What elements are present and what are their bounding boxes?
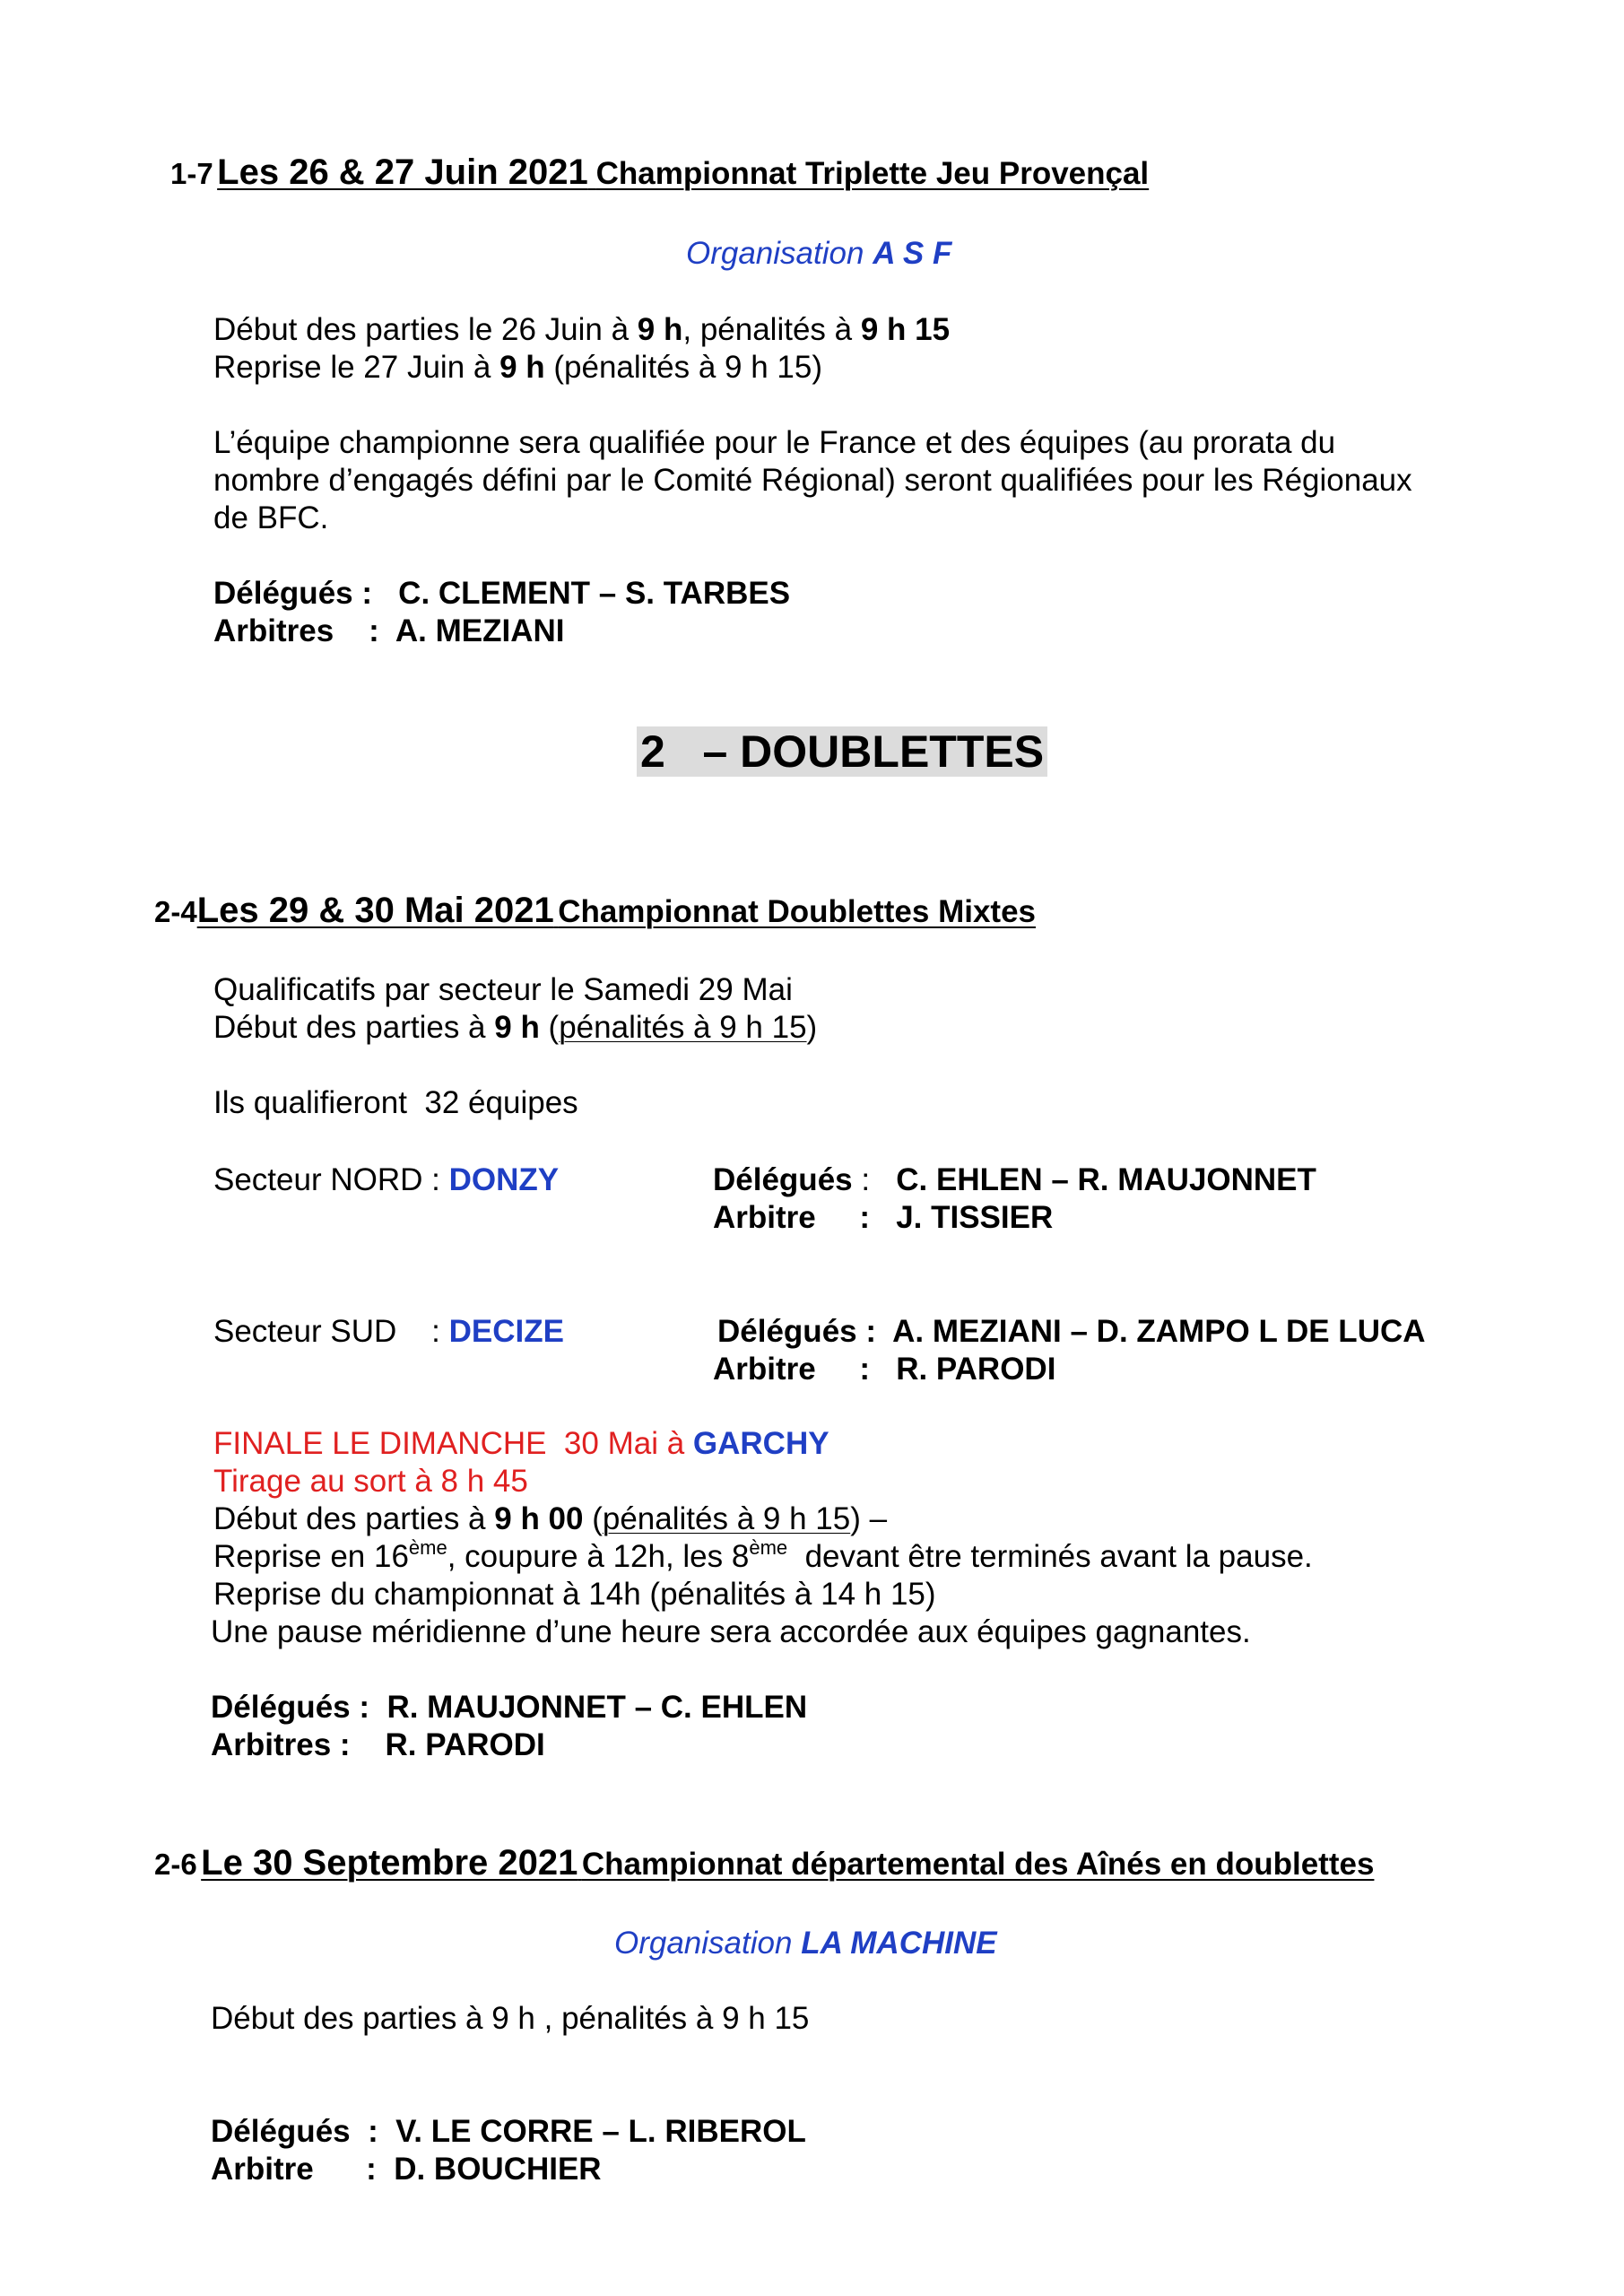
afternoon-line: Reprise du championnat à 14h (pénalités à 14 h 15) [213,1577,936,1612]
final-start-line: Début des parties à 9 h 00 (pénalités à 9 h 15) – [213,1501,888,1536]
organisation-name: LA MACHINE [801,1926,997,1961]
organisation-name: A S F [873,236,952,271]
delegates-line: Délégués : C. CLEMENT – S. TARBES [213,576,791,611]
heading-title [201,1843,1375,1883]
organisation-label: Organisation [614,1926,793,1961]
referees-line: Arbitres : A. MEZIANI [213,613,565,648]
schedule-line-1: Début des parties le 26 Juin à 9 h, pénalités à 9 h 15 [213,312,951,347]
sector-south: Secteur SUD : DECIZE [213,1314,564,1349]
referees-line: Arbitre : D. BOUCHIER [211,2152,602,2187]
organisation-line [614,1925,997,1962]
delegates-line: Délégués : V. LE CORRE – L. RIBEROL [211,2114,806,2149]
paragraph-line-2: nombre d’engagés défini par le Comité Régional) seront qualifiées pour les Régionaux [213,463,1412,498]
item-number: 1-7 [170,157,213,190]
heading-title [217,152,1150,192]
start-line: Début des parties à 9 h (pénalités à 9 h 15) [213,1010,818,1045]
championship-name: Championnat Triplette Jeu Provençal [595,156,1150,191]
sector-north-place: DONZY [448,1162,560,1197]
sector-south-place: DECIZE [448,1314,564,1349]
break-line: Une pause méridienne d’une heure sera accordée aux équipes gagnantes. [211,1614,1251,1649]
heading-title [196,891,1037,930]
organisation-line [686,235,951,273]
sector-north: Secteur NORD : DONZY [213,1162,560,1197]
championship-name: Championnat Doublettes Mixtes [558,894,1037,929]
section-heading [637,726,1047,778]
item-number: 2-4 [154,895,197,928]
paragraph-line-3: de BFC. [213,500,329,535]
date: Les 29 & 30 Mai 2021 [196,891,554,930]
heading-2-6 [154,1843,1374,1883]
section-title: 2 – DOUBLETTES [637,726,1047,777]
referees-line: Arbitres : R. PARODI [211,1727,545,1762]
sector-south-referee: Arbitre : R. PARODI [713,1352,1056,1387]
schedule-line-2: Reprise le 27 Juin à 9 h (pénalités à 9 h 15) [213,350,823,385]
teams-line: Ils qualifieront 32 équipes [213,1085,578,1120]
date: Les 26 & 27 Juin 2021 [217,152,588,192]
qualifiers-line: Qualificatifs par secteur le Samedi 29 Mai [213,972,793,1007]
final-line: FINALE LE DIMANCHE 30 Mai à GARCHY [213,1426,829,1461]
sector-north-referee: Arbitre : J. TISSIER [713,1200,1054,1235]
final-place: GARCHY [692,1426,829,1461]
draw-line: Tirage au sort à 8 h 45 [213,1464,528,1499]
heading-1-7 [170,152,1149,193]
resume-line: Reprise en 16ème, coupure à 12h, les 8ème devant être terminés avant la pause. [213,1536,1313,1574]
championship-name: Championnat départemental des Aînés en doublettes [581,1847,1375,1882]
paragraph-line-1: L’équipe championne sera qualifiée pour le France et des équipes (au prorata du [213,425,1336,460]
date: Le 30 Septembre 2021 [201,1843,578,1883]
schedule-line: Début des parties à 9 h , pénalités à 9 h 15 [211,2001,810,2036]
organisation-label: Organisation [686,236,864,271]
delegates-line: Délégués : R. MAUJONNET – C. EHLEN [211,1690,808,1725]
sector-north-delegates: Délégués : C. EHLEN – R. MAUJONNET [713,1162,1316,1197]
heading-2-4 [154,891,1036,931]
item-number: 2-6 [154,1848,197,1881]
sector-south-delegates: Délégués : A. MEZIANI – D. ZAMPO L DE LUCA [717,1314,1426,1349]
